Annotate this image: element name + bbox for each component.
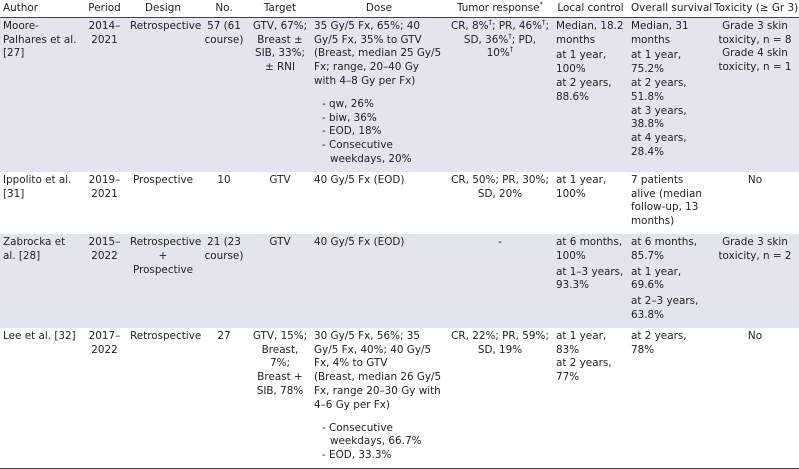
cell-author: Moore-Palhares et al. [27] [0, 17, 82, 171]
cell-overall-survival: at 2 years, 78% [628, 328, 711, 469]
cell-target: GTV, 67%; Breast ± SIB, 33%; ± RNI [249, 17, 311, 171]
header-row [0, 0, 799, 17]
cell-tumor-response: CR, 50%; PR, 30%; SD, 20% [451, 173, 549, 200]
dose-note: (Breast, median 25 Gy/5 Fx; range, 20–40 Gy with 4–8 Gy per Fx) [314, 47, 442, 87]
cell-period: 2019–2021 [88, 173, 121, 200]
cell-design: Prospective [132, 173, 194, 186]
cell-local-control: at 1 year, 100% [556, 173, 607, 200]
cell-design: Retrospective [127, 17, 199, 171]
header-target: Target [249, 0, 311, 17]
cell-overall-survival: Median, 31 months at 1 year, 75.2% at 2 years, 51.8% at 3 years, 38.8% at 4 years, 28.4% [628, 17, 711, 171]
cell-target: GTV [269, 173, 291, 186]
list-item: - Consecutive weekdays, 20% [322, 139, 412, 165]
cell-local-control: Median, 18.2 months at 1 year, 100% at 2 years, 88.6% [553, 17, 628, 171]
list-item: - EOD, 18% [322, 125, 382, 138]
cell-no: 27 [199, 328, 249, 469]
cell-author: Lee et al. [32] [0, 328, 82, 469]
header-no: No. [199, 0, 249, 17]
cell-no: 10 [217, 173, 231, 186]
cell-no: 21 (23 course) [199, 234, 249, 328]
table-row [0, 234, 799, 328]
cell-tumor-response: - [447, 234, 553, 328]
list-item: - EOD, 33.3% [322, 449, 392, 462]
cell-toxicity: No [747, 173, 763, 186]
list-item: - qw, 26% [322, 97, 374, 110]
header-design: Design [127, 0, 199, 17]
cell-local-control: at 1 year, 83% at 2 years, 77% [553, 328, 628, 469]
dose-list [314, 422, 444, 463]
cell-dose [311, 17, 447, 171]
cell-design: Retrospective [127, 328, 199, 469]
cell-dose: 40 Gy/5 Fx (EOD) [311, 234, 447, 328]
dose-main: 35 Gy/5 Fx, 65%; 40 Gy/5 Fx, 35% to GTV [314, 19, 422, 46]
cell-dose: 40 Gy/5 Fx (EOD) [314, 173, 405, 186]
cell-no: 57 (61 course) [199, 17, 249, 171]
header-period: Period [82, 0, 127, 17]
list-item: - biw, 36% [322, 111, 377, 124]
cell-overall-survival: at 6 months, 85.7% at 1 year, 69.6% at 2–3 years, 63.8% [628, 234, 711, 328]
cell-target: GTV [249, 234, 311, 328]
header-overall-survival: Overall survival [628, 0, 711, 17]
dose-list [314, 98, 444, 167]
cell-local-control: at 6 months, 100% at 1–3 years, 93.3% [553, 234, 628, 328]
cell-tumor-response: CR, 8%†; PR, 46%†; SD, 36%†; PD, 10%† [447, 17, 553, 171]
header-dose: Dose [311, 0, 447, 17]
header-toxicity: Toxicity (≥ Gr 3) [711, 0, 799, 17]
table-row [0, 17, 799, 171]
cell-period: 2017–2022 [82, 328, 127, 469]
header-local-control: Local control [553, 0, 628, 17]
table-row [0, 172, 799, 234]
cell-toxicity: Grade 3 skin toxicity, n = 8 Grade 4 skin toxicity, n = 1 [711, 17, 799, 171]
cell-dose [311, 328, 447, 469]
cell-period: 2014–2021 [82, 17, 127, 171]
cell-author: Ippolito et al. [31] [3, 173, 72, 200]
cell-tumor-response: CR, 22%; PR, 59%; SD, 19% [447, 328, 553, 469]
cell-author: Zabrocka et al. [28] [0, 234, 82, 328]
cell-design: Retrospective + Prospective [127, 234, 199, 328]
cell-toxicity: No [711, 328, 799, 469]
dose-main: 30 Gy/5 Fx, 56%; 35 Gy/5 Fx, 40%; 40 Gy/5 Fx, 4% to GTV [314, 329, 432, 370]
list-item: - Consecutive weekdays, 66.7% [322, 421, 422, 448]
table-row [0, 328, 799, 469]
cell-period: 2015–2022 [82, 234, 127, 328]
cell-toxicity: Grade 3 skin toxicity, n = 2 [711, 234, 799, 328]
dose-note: (Breast, median 26 Gy/5 Fx, range 20–30 Gy with 4–6 Gy per Fx) [314, 371, 442, 411]
cell-target: GTV, 15%; Breast, 7%; Breast + SIB, 78% [249, 328, 311, 469]
cell-overall-survival: 7 patients alive (median follow-up, 13 months) [631, 173, 702, 228]
header-author: Author [0, 0, 82, 17]
header-tumor-response: Tumor response* [447, 0, 553, 17]
